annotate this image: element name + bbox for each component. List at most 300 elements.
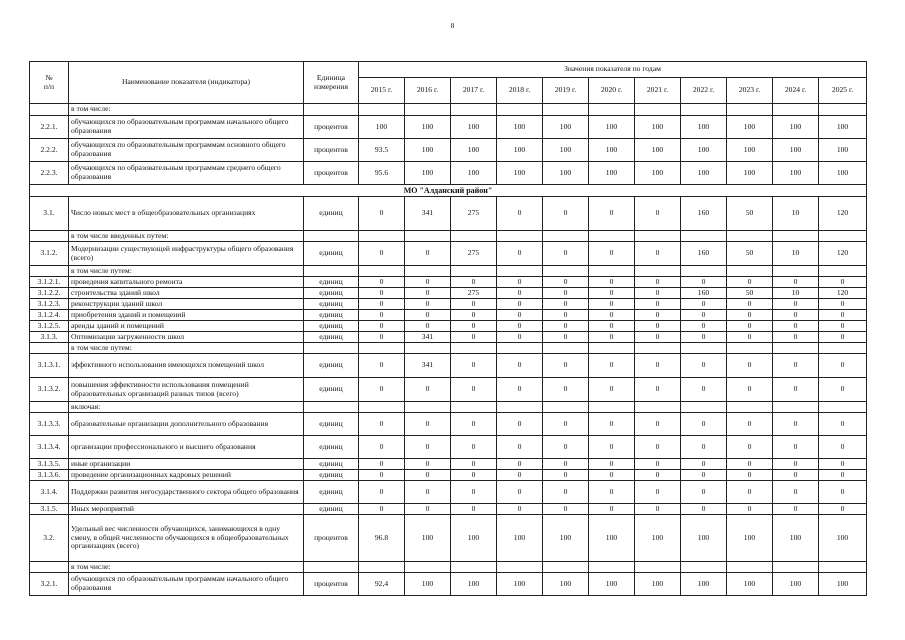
value-cell: 0	[543, 354, 589, 378]
value-cell: 0	[405, 378, 451, 402]
unit-cell: процентов	[304, 116, 359, 139]
value-cell: 341	[405, 197, 451, 231]
value-cell: 0	[497, 299, 543, 310]
value-cell: 0	[681, 504, 727, 515]
value-cell: 0	[359, 413, 405, 436]
value-cell: 0	[635, 481, 681, 504]
empty-cell	[773, 266, 819, 277]
header-unit: Единица измерения	[304, 62, 359, 104]
empty-cell	[304, 562, 359, 573]
value-cell: 100	[405, 139, 451, 162]
indicator-name: Удельный вес численности обучающихся, занимающихся в одну смену, в общей численности обучающихся в общеобразовательных организациях (всего)	[69, 515, 304, 562]
value-cell: 100	[773, 139, 819, 162]
table-row	[30, 310, 867, 321]
value-cell: 100	[405, 162, 451, 185]
value-cell: 10	[773, 197, 819, 231]
value-cell: 0	[727, 378, 773, 402]
value-cell: 0	[359, 288, 405, 299]
value-cell: 10	[773, 288, 819, 299]
empty-cell	[589, 266, 635, 277]
value-cell: 0	[359, 459, 405, 470]
empty-cell	[589, 343, 635, 354]
value-cell: 100	[819, 573, 867, 596]
value-cell: 0	[451, 332, 497, 343]
value-cell: 0	[589, 310, 635, 321]
section-title: МО "Алданский район"	[30, 185, 867, 197]
value-cell: 0	[589, 481, 635, 504]
value-cell: 0	[773, 481, 819, 504]
empty-cell	[497, 343, 543, 354]
value-cell: 100	[635, 139, 681, 162]
value-cell: 0	[635, 197, 681, 231]
value-cell: 100	[543, 162, 589, 185]
value-cell: 93.5	[359, 139, 405, 162]
table-row	[30, 288, 867, 299]
value-cell: 0	[589, 470, 635, 481]
value-cell: 120	[819, 288, 867, 299]
value-cell: 0	[727, 504, 773, 515]
value-cell: 100	[681, 162, 727, 185]
row-number: 3.1.3.2.	[30, 378, 69, 402]
value-cell: 0	[359, 470, 405, 481]
table-row	[30, 573, 867, 596]
value-cell: 0	[681, 354, 727, 378]
unit-cell: единиц	[304, 242, 359, 266]
indicator-name: образовательные организации дополнительного образования	[69, 413, 304, 436]
value-cell: 100	[589, 139, 635, 162]
value-cell: 0	[359, 436, 405, 459]
empty-cell	[405, 104, 451, 116]
row-number: 2.2.3.	[30, 162, 69, 185]
value-cell: 0	[543, 242, 589, 266]
empty-cell	[359, 343, 405, 354]
value-cell: 0	[405, 288, 451, 299]
header-year: 2018 г.	[497, 78, 543, 104]
value-cell: 0	[451, 481, 497, 504]
value-cell: 0	[451, 299, 497, 310]
value-cell: 0	[451, 413, 497, 436]
value-cell: 100	[543, 515, 589, 562]
value-cell: 100	[405, 116, 451, 139]
value-cell: 0	[773, 413, 819, 436]
value-cell: 0	[635, 299, 681, 310]
indicator-name: аренды зданий и помещений	[69, 321, 304, 332]
unit-cell: единиц	[304, 504, 359, 515]
value-cell: 0	[543, 277, 589, 288]
value-cell: 0	[681, 470, 727, 481]
unit-cell: единиц	[304, 470, 359, 481]
value-cell: 100	[635, 515, 681, 562]
table-row	[30, 197, 867, 231]
header-year: 2016 г.	[405, 78, 451, 104]
value-cell: 0	[727, 436, 773, 459]
row-num-cell	[30, 402, 69, 413]
value-cell: 0	[819, 332, 867, 343]
empty-cell	[451, 562, 497, 573]
table-row	[30, 378, 867, 402]
value-cell: 0	[773, 321, 819, 332]
header-year: 2024 г.	[773, 78, 819, 104]
value-cell: 10	[773, 242, 819, 266]
value-cell: 0	[543, 459, 589, 470]
value-cell: 0	[359, 504, 405, 515]
value-cell: 0	[359, 332, 405, 343]
empty-cell	[635, 562, 681, 573]
row-number: 3.1.3.4.	[30, 436, 69, 459]
indicator-name: реконструкции зданий школ	[69, 299, 304, 310]
row-num-cell	[30, 343, 69, 354]
empty-cell	[497, 562, 543, 573]
value-cell: 275	[451, 288, 497, 299]
empty-cell	[727, 562, 773, 573]
value-cell: 100	[497, 162, 543, 185]
value-cell: 0	[681, 321, 727, 332]
value-cell: 50	[727, 197, 773, 231]
indicator-name: обучающихся по образовательным программам начального общего образования	[69, 573, 304, 596]
empty-cell	[773, 343, 819, 354]
value-cell: 0	[497, 470, 543, 481]
row-number: 3.1.4.	[30, 481, 69, 504]
subheading-row	[30, 562, 867, 573]
value-cell: 100	[681, 116, 727, 139]
value-cell: 0	[451, 310, 497, 321]
value-cell: 0	[819, 277, 867, 288]
subheading-row	[30, 343, 867, 354]
empty-cell	[405, 231, 451, 242]
value-cell: 0	[589, 413, 635, 436]
value-cell: 0	[543, 481, 589, 504]
unit-cell: единиц	[304, 378, 359, 402]
value-cell: 0	[681, 459, 727, 470]
value-cell: 100	[589, 162, 635, 185]
header-year: 2022 г.	[681, 78, 727, 104]
value-cell: 100	[451, 515, 497, 562]
indicator-name: обучающихся по образовательным программам основного общего образования	[69, 139, 304, 162]
empty-cell	[451, 402, 497, 413]
value-cell: 0	[589, 321, 635, 332]
unit-cell: единиц	[304, 288, 359, 299]
header-year: 2019 г.	[543, 78, 589, 104]
value-cell: 100	[727, 139, 773, 162]
unit-cell: единиц	[304, 413, 359, 436]
value-cell: 0	[359, 481, 405, 504]
table-row	[30, 139, 867, 162]
value-cell: 0	[405, 470, 451, 481]
value-cell: 100	[451, 573, 497, 596]
empty-cell	[359, 402, 405, 413]
row-number: 3.1.2.1.	[30, 277, 69, 288]
empty-cell	[304, 231, 359, 242]
empty-cell	[589, 231, 635, 242]
row-number: 3.1.2.3.	[30, 299, 69, 310]
empty-cell	[405, 402, 451, 413]
value-cell: 100	[727, 116, 773, 139]
row-num-cell	[30, 562, 69, 573]
value-cell: 0	[819, 504, 867, 515]
value-cell: 0	[589, 197, 635, 231]
empty-cell	[727, 402, 773, 413]
row-number: 3.1.3.5.	[30, 459, 69, 470]
value-cell: 0	[727, 310, 773, 321]
unit-cell: единиц	[304, 197, 359, 231]
value-cell: 0	[681, 332, 727, 343]
empty-cell	[405, 266, 451, 277]
empty-cell	[359, 266, 405, 277]
value-cell: 0	[405, 436, 451, 459]
empty-cell	[681, 266, 727, 277]
value-cell: 100	[773, 515, 819, 562]
row-number: 2.2.1.	[30, 116, 69, 139]
value-cell: 0	[681, 299, 727, 310]
empty-cell	[635, 104, 681, 116]
value-cell: 0	[543, 288, 589, 299]
table-row	[30, 413, 867, 436]
value-cell: 0	[635, 470, 681, 481]
section-header-row	[30, 185, 867, 197]
value-cell: 100	[635, 573, 681, 596]
value-cell: 0	[543, 378, 589, 402]
row-number: 3.1.2.2.	[30, 288, 69, 299]
value-cell: 0	[405, 413, 451, 436]
value-cell: 0	[497, 288, 543, 299]
table-row	[30, 515, 867, 562]
empty-cell	[681, 231, 727, 242]
value-cell: 100	[497, 116, 543, 139]
row-number: 3.1.3.3.	[30, 413, 69, 436]
empty-cell	[681, 104, 727, 116]
value-cell: 0	[635, 504, 681, 515]
empty-cell	[497, 104, 543, 116]
value-cell: 0	[727, 332, 773, 343]
value-cell: 0	[405, 321, 451, 332]
value-cell: 0	[359, 378, 405, 402]
subheading-row	[30, 231, 867, 242]
value-cell: 100	[405, 573, 451, 596]
value-cell: 0	[635, 277, 681, 288]
value-cell: 100	[773, 573, 819, 596]
empty-cell	[304, 104, 359, 116]
unit-cell: процентов	[304, 573, 359, 596]
value-cell: 100	[589, 116, 635, 139]
value-cell: 0	[405, 481, 451, 504]
empty-cell	[304, 343, 359, 354]
value-cell: 0	[589, 332, 635, 343]
value-cell: 0	[589, 459, 635, 470]
value-cell: 0	[451, 354, 497, 378]
value-cell: 92,4	[359, 573, 405, 596]
empty-cell	[451, 266, 497, 277]
header-values-title: Значения показателя по годам	[359, 62, 867, 78]
value-cell: 0	[451, 321, 497, 332]
value-cell: 275	[451, 242, 497, 266]
unit-cell: единиц	[304, 481, 359, 504]
empty-cell	[451, 343, 497, 354]
header-name: Наименование показателя (индикатора)	[69, 62, 304, 104]
empty-cell	[773, 104, 819, 116]
indicator-name: эффективного использования имеющихся помещений школ	[69, 354, 304, 378]
indicator-name: проведения капитального ремонта	[69, 277, 304, 288]
header-year: 2021 г.	[635, 78, 681, 104]
empty-cell	[589, 562, 635, 573]
value-cell: 100	[497, 139, 543, 162]
value-cell: 0	[497, 310, 543, 321]
value-cell: 0	[819, 481, 867, 504]
empty-cell	[819, 104, 867, 116]
value-cell: 100	[405, 515, 451, 562]
value-cell: 0	[543, 310, 589, 321]
empty-cell	[681, 402, 727, 413]
value-cell: 100	[681, 139, 727, 162]
row-number: 3.1.2.4.	[30, 310, 69, 321]
value-cell: 100	[681, 515, 727, 562]
value-cell: 0	[819, 378, 867, 402]
header-year: 2025 г.	[819, 78, 867, 104]
value-cell: 100	[359, 116, 405, 139]
value-cell: 100	[819, 116, 867, 139]
value-cell: 341	[405, 332, 451, 343]
unit-cell: процентов	[304, 139, 359, 162]
value-cell: 0	[589, 378, 635, 402]
empty-cell	[451, 104, 497, 116]
empty-cell	[635, 231, 681, 242]
subheading-label: в том числе путем:	[69, 266, 304, 277]
table-row	[30, 481, 867, 504]
value-cell: 100	[635, 116, 681, 139]
empty-cell	[359, 562, 405, 573]
value-cell: 0	[451, 378, 497, 402]
value-cell: 0	[727, 299, 773, 310]
table-row	[30, 299, 867, 310]
value-cell: 100	[819, 515, 867, 562]
table-row	[30, 504, 867, 515]
indicator-name: приобретения зданий и помещений	[69, 310, 304, 321]
value-cell: 0	[405, 459, 451, 470]
page-number: 8	[450, 22, 455, 30]
value-cell: 100	[635, 162, 681, 185]
subheading-label: в том числе введенных путем:	[69, 231, 304, 242]
value-cell: 0	[451, 459, 497, 470]
row-num-cell	[30, 231, 69, 242]
empty-cell	[727, 266, 773, 277]
value-cell: 0	[589, 504, 635, 515]
empty-cell	[497, 402, 543, 413]
value-cell: 0	[773, 470, 819, 481]
unit-cell: единиц	[304, 299, 359, 310]
value-cell: 0	[635, 242, 681, 266]
value-cell: 0	[451, 277, 497, 288]
indicator-name: Модернизации существующей инфраструктуры общего образования (всего)	[69, 242, 304, 266]
empty-cell	[304, 266, 359, 277]
value-cell: 0	[497, 436, 543, 459]
subheading-row	[30, 104, 867, 116]
subheading-label: в том числе:	[69, 104, 304, 116]
value-cell: 0	[359, 310, 405, 321]
empty-cell	[635, 402, 681, 413]
value-cell: 0	[727, 321, 773, 332]
empty-cell	[359, 104, 405, 116]
value-cell: 0	[543, 332, 589, 343]
value-cell: 0	[543, 197, 589, 231]
value-cell: 0	[681, 378, 727, 402]
value-cell: 100	[819, 139, 867, 162]
unit-cell: единиц	[304, 310, 359, 321]
indicator-name: Иных мероприятий	[69, 504, 304, 515]
value-cell: 0	[543, 299, 589, 310]
empty-cell	[543, 343, 589, 354]
value-cell: 0	[359, 354, 405, 378]
empty-cell	[497, 266, 543, 277]
indicator-name: Оптимизации загруженности школ	[69, 332, 304, 343]
value-cell: 0	[543, 436, 589, 459]
subheading-label: в том числе:	[69, 562, 304, 573]
empty-cell	[359, 231, 405, 242]
value-cell: 0	[405, 242, 451, 266]
row-number: 3.1.3.1.	[30, 354, 69, 378]
value-cell: 0	[681, 277, 727, 288]
empty-cell	[405, 562, 451, 573]
value-cell: 0	[497, 481, 543, 504]
value-cell: 0	[819, 413, 867, 436]
empty-cell	[635, 266, 681, 277]
value-cell: 0	[773, 459, 819, 470]
indicator-name: повышения эффективности использования помещений образовательных организаций разных типов (всего)	[69, 378, 304, 402]
unit-cell: единиц	[304, 436, 359, 459]
empty-cell	[681, 343, 727, 354]
table-row	[30, 470, 867, 481]
value-cell: 100	[497, 573, 543, 596]
indicator-table	[29, 61, 867, 596]
value-cell: 100	[773, 162, 819, 185]
empty-cell	[543, 266, 589, 277]
empty-cell	[543, 402, 589, 413]
value-cell: 0	[773, 332, 819, 343]
value-cell: 95.6	[359, 162, 405, 185]
value-cell: 0	[635, 288, 681, 299]
table-row	[30, 162, 867, 185]
value-cell: 0	[589, 288, 635, 299]
value-cell: 0	[497, 277, 543, 288]
value-cell: 0	[451, 436, 497, 459]
value-cell: 0	[405, 299, 451, 310]
table-row	[30, 242, 867, 266]
value-cell: 100	[451, 139, 497, 162]
table-row	[30, 332, 867, 343]
value-cell: 275	[451, 197, 497, 231]
table-row	[30, 321, 867, 332]
value-cell: 96.8	[359, 515, 405, 562]
subheading-row	[30, 402, 867, 413]
indicator-name: организации профессионального и высшего образования	[69, 436, 304, 459]
value-cell: 120	[819, 197, 867, 231]
value-cell: 0	[451, 504, 497, 515]
value-cell: 0	[589, 277, 635, 288]
empty-cell	[543, 231, 589, 242]
value-cell: 0	[819, 321, 867, 332]
value-cell: 0	[635, 332, 681, 343]
indicator-name: обучающихся по образовательным программам среднего общего образования	[69, 162, 304, 185]
indicator-name: Поддержки развития негосударственного сектора общего образования	[69, 481, 304, 504]
value-cell: 0	[681, 436, 727, 459]
subheading-label: в том числе путем:	[69, 343, 304, 354]
indicator-name: иные организации	[69, 459, 304, 470]
row-number: 3.1.2.5.	[30, 321, 69, 332]
row-number: 3.1.3.6.	[30, 470, 69, 481]
value-cell: 0	[727, 481, 773, 504]
value-cell: 0	[589, 354, 635, 378]
row-number: 3.2.1.	[30, 573, 69, 596]
value-cell: 0	[497, 242, 543, 266]
value-cell: 341	[405, 354, 451, 378]
